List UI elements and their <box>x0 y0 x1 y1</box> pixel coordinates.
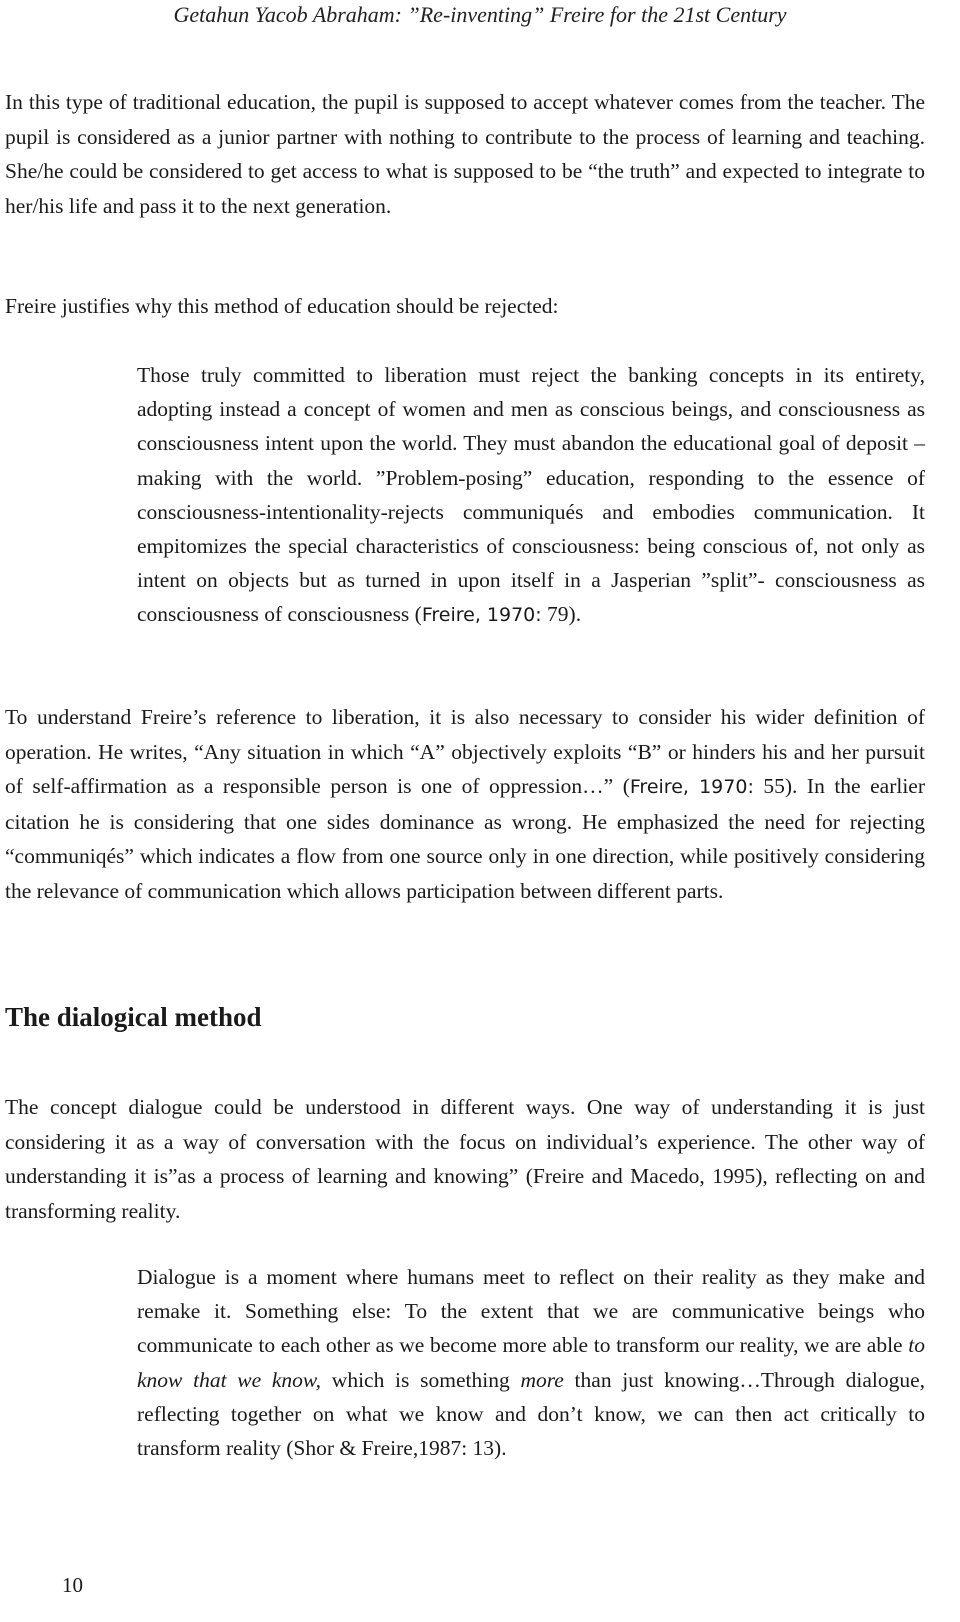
block-quote-dialogue <box>137 1260 925 1465</box>
paragraph-concept-dialogue: The concept dialogue could be understood in different ways. One way of understanding it is just considering it as a way of conversation with the focus on individual’s experience. The other way of understanding it is”as a process of learning and knowing” (Freire and Macedo, 1995), reflecting on and transforming reality. <box>5 1095 925 1223</box>
quote-citation-end: 79). <box>541 602 582 627</box>
block-quote-liberation <box>137 358 925 633</box>
inline-citation: Freire, 1970: <box>629 776 754 798</box>
paragraph-text: To understand Freire’s reference to liberation, it is also necessary to consider his wider definition of operation. He writes, “Any situation in which “A” objectively exploits “B” or hinders his and her pursuit of self-affirmation as a responsible person is one of oppression…” ( <box>5 705 925 798</box>
quote-text-end: than just knowing…Through dialogue, reflecting together on what we know and don’t know, we can then act critically to transform reality (Shor & Freire,1987: 13). <box>137 1367 926 1461</box>
quote-emphasis-more: more <box>520 1367 564 1392</box>
running-header: Getahun Yacob Abraham: ”Re-inventing” Freire for the 21st Century <box>173 2 787 27</box>
page-number: 10 <box>62 1573 83 1597</box>
quote-text-cont: which is something <box>321 1367 521 1392</box>
paragraph-text-cont: 55). In the earlier citation he is considering that one sides dominance as wrong. He emphasized the need for rejecting “communiqés” which indicates a flow from one source only in one direction, while positively considering the relevance of communication which allows participation between different parts. <box>5 774 926 903</box>
section-heading: The dialogical method <box>5 1002 262 1032</box>
paragraph-traditional-education: In this type of traditional education, the pupil is supposed to accept whatever comes from the teacher. The pupil is considered as a junior partner with nothing to contribute to the process of learning and teaching. She/he could be considered to get access to what is supposed to be “the truth” and expected to integrate to her/his life and pass it to the next generation. <box>5 90 925 218</box>
quote-text: Those truly committed to liberation must reject the banking concepts in its entirety, adopting instead a concept of women and men as conscious beings, and consciousness as consciousness intent upon the world. They must abandon the educational goal of deposit –making with the world. ”Problem-posing” education, responding to the essence of consciousness-intentionality-rejects communiqués and embodies communication. It empitomizes the special characteristics of consciousness: being conscious of, not only as intent on objects but as turned in upon itself in a Jasperian ”split”- consciousness as consciousness of consciousness ( <box>137 363 925 627</box>
paragraph-freire-justifies: Freire justifies why this method of education should be rejected: <box>5 294 559 318</box>
quote-text: Dialogue is a moment where humans meet to reflect on their reality as they make and remake it. Something else: To the extent that we are communicative beings who communicate to each other as we become more able to transform our reality, we are able <box>137 1265 925 1358</box>
quote-citation: Freire, 1970: <box>421 604 542 627</box>
paragraph-liberation-reference <box>5 700 925 908</box>
quote-emphasis: to know that we know, <box>137 1333 925 1392</box>
